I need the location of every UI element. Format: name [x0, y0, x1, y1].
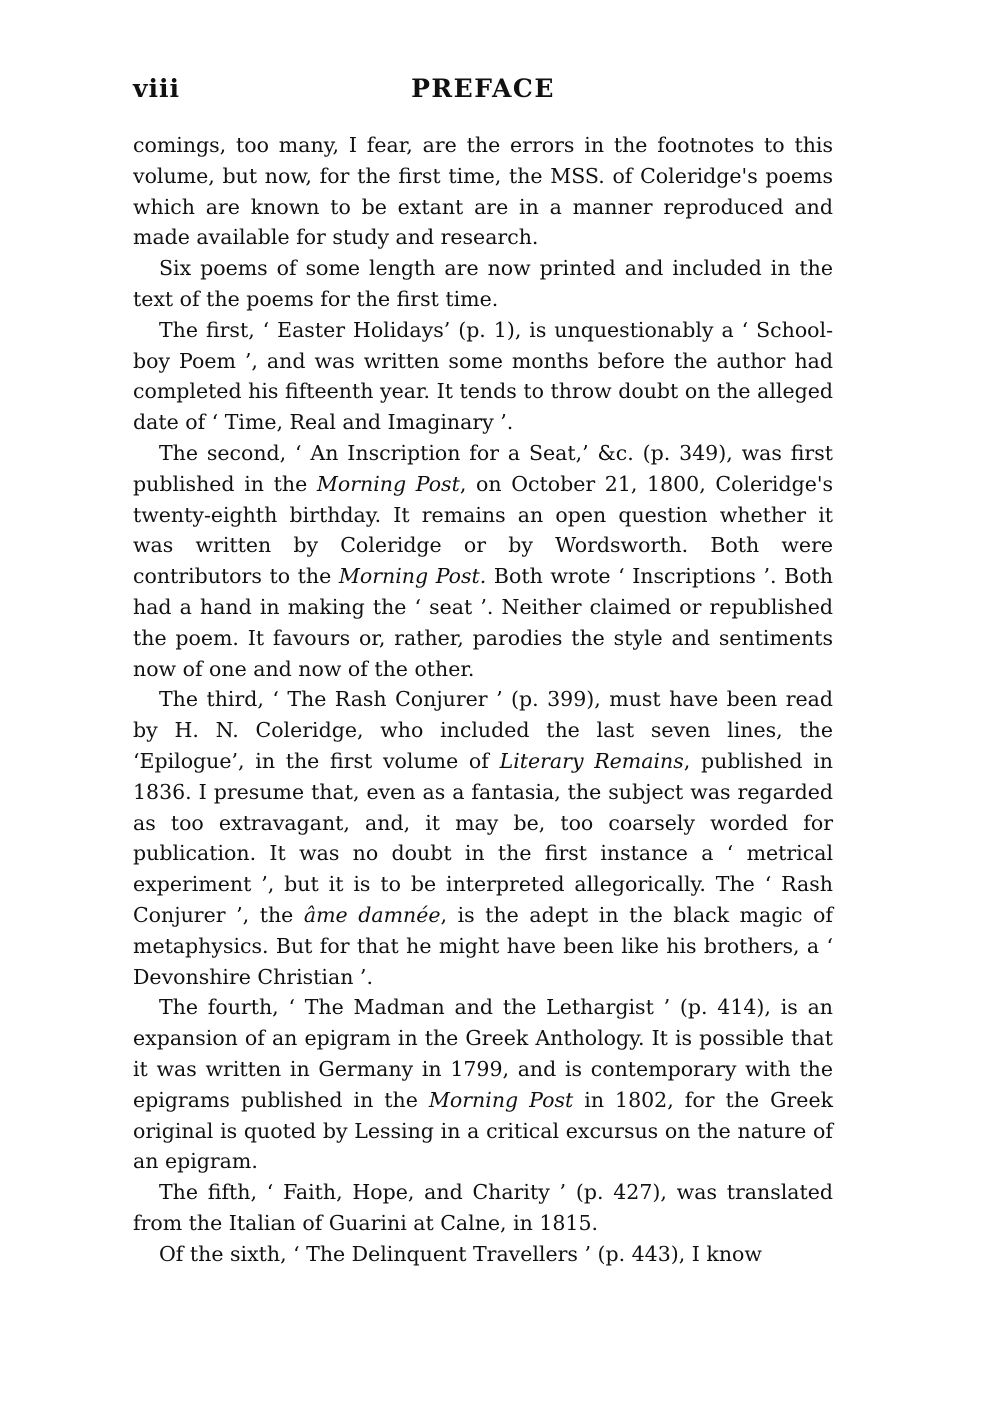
paragraph [133, 253, 833, 315]
paragraph [133, 315, 833, 438]
paragraph [133, 684, 833, 992]
paragraph-text: Six poems of some length are now printed and included in the text of the poems for the first time. [133, 256, 833, 311]
paragraph-text: The fourth, ‘ The Madman and the Lethargist ’ (p. 414), is an expansion of an epigram in the Greek Anthology. It is possible that it was written in Germany in 1799, and is contemporary with the epigrams published in the [133, 995, 833, 1112]
paragraph [133, 992, 833, 1177]
paragraph-text: The third, ‘ The Rash Conjurer ’ (p. 399), must have been read by H. N. Coleridge, who included the last seven lines, the ‘Epilogue’, in the first volume of [133, 687, 833, 773]
paragraph [133, 1239, 833, 1270]
italic-title: Morning Post. [338, 564, 487, 589]
running-head [133, 74, 833, 114]
paragraph-text: , published in 1836. I presume that, even as a fantasia, the subject was regarded as too extravagant, and, it may be, too coarsely worded for publication. It was no doubt in the first instance a ‘ metrical experiment ’, but it is to be interpreted allegorically. The ‘ Rash Conjurer ’, the [133, 748, 833, 927]
preface-text [133, 130, 833, 1269]
paragraph-text: in 1802, for the Greek original is quoted by Lessing in a critical excursus on the nature of an epigram. [133, 1087, 833, 1174]
page-number: viii [133, 74, 181, 103]
italic-title: âme damnée [303, 902, 441, 927]
paragraph-text: , is the adept in the black magic of metaphysics. But for that he might have been like his brothers, a ‘ Devonshire Christian ’. [133, 902, 833, 989]
italic-title: Morning Post [428, 1087, 574, 1112]
paragraph [133, 1177, 833, 1239]
italic-title: Literary Remains [499, 748, 684, 773]
book-page [133, 74, 833, 1269]
paragraph-text: comings, too many, I fear, are the errors in the footnotes to this volume, but now, for the first time, the MSS. of Coleridge's poems which are known to be extant are in a manner reproduced and made available for study and research. [133, 133, 833, 250]
paragraph-text: Of the sixth, ‘ The Delinquent Travellers ’ (p. 443), I know [159, 1241, 762, 1266]
page-title: PREFACE [411, 74, 555, 103]
paragraph-text: Both wrote ‘ Inscriptions ’. Both had a hand in making the ‘ seat ’. Neither claimed or republished the poem. It favours or, rather, parodies the style and sentiments now of one and now of the other. [133, 564, 833, 681]
paragraph-text: The second, ‘ An Inscription for a Seat,’ &c. (p. 349), was first published in the [133, 440, 833, 496]
paragraph-text: , on October 21, 1800, Coleridge's twenty-eighth birthday. It remains an open question whether it was written by Coleridge or by Wordsworth. Both were contributors to the [133, 471, 834, 589]
italic-title: Morning Post [316, 471, 460, 496]
paragraph [133, 130, 833, 253]
paragraph [133, 438, 833, 684]
paragraph-text: The first, ‘ Easter Holidays’ (p. 1), is unquestionably a ‘ School-boy Poem ’, and was written some months before the author had completed his fifteenth year. It tends to throw doubt on the alleged date of ‘ Time, Real and Imaginary ’. [133, 317, 833, 435]
paragraph-text: The fifth, ‘ Faith, Hope, and Charity ’ (p. 427), was translated from the Italian of Guarini at Calne, in 1815. [133, 1180, 833, 1235]
